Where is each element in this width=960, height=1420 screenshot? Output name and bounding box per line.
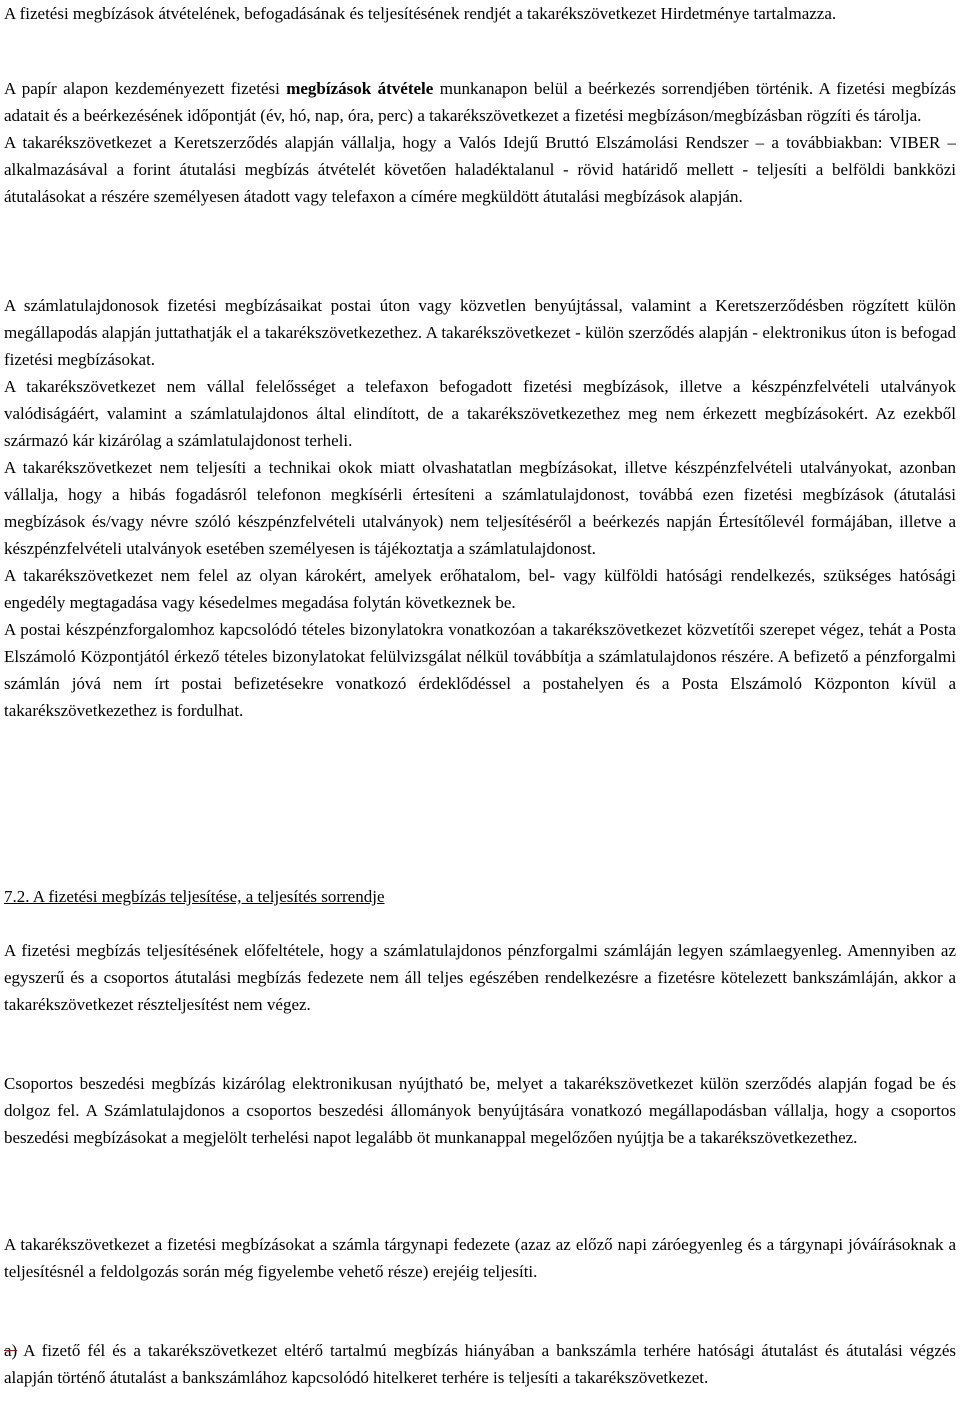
paragraph-hirdetmeny (4, 0, 956, 27)
paragraph-atvetel (4, 75, 956, 210)
paragraph-olvashatatlan: A takarékszövetkezet nem teljesíti a technikai okok miatt olvashatatlan megbízásokat, illetve készpénzfelvételi utalványokat, azonban vállalja, hogy a hibás fogadásról telefonon megkísérli értesíteni a számlatulajdonost, továbbá ezen fizetési megbízások (átutalási megbízások és/vagy névre szóló készpénzfelvételi utalványok) nem teljesítéséről a beérkezés napján Értesítőlevél formájában, illetve a készpénzfelvételi utalványok esetében személyesen is tájékoztatja a számlatulajdonost. (4, 458, 956, 558)
bold-phrase: megbízások átvétele (286, 79, 434, 98)
paragraph-elofeltetel (4, 937, 956, 1018)
paragraph-text: A fizetési megbízások átvételének, befogadásának és teljesítésének rendjét a takarékszövetkezet Hirdetménye tartalmazza. (4, 4, 837, 23)
section-heading (4, 883, 956, 910)
section-title: 7.2. A fizetési megbízás teljesítése, a teljesítés sorrendje (4, 887, 385, 906)
paragraph-hatosagi (4, 1337, 956, 1391)
text-run: A fizető fél és a takarékszövetkezet eltérő tartalmú megbízás hiányában a bankszámla terhére hatósági átutalást és átutalási végzés alapján történő átutalást a bankszámlához kapcsolódó hitelkeret terhére is teljesíti a takarékszövetkezet. (4, 1341, 956, 1387)
paragraph-karok: A takarékszövetkezet nem felel az olyan károkért, amelyek erőhatalom, bel- vagy külföldi hatósági rendelkezés, szükséges hatósági engedély megtagadása vagy késedelmes megadása folytán következnek be. (4, 566, 956, 612)
text-run: munkanapon belül a beérkezés sorrendjében történik. A fizetési megbízás adatait és a beérkezésének időpontját (év, hó, nap, óra, perc) a takarékszövetkezet a fizetési megbízáson/megbízásban rögzíti és tárolja. (4, 79, 957, 125)
paragraph-posta: A postai készpénzforgalomhoz kapcsolódó tételes bizonylatokra vonatkozóan a takarékszövetkezet közvetítői szerepet végez, tehát a Posta Elszámoló Központjától érkező tételes bizonylatokat felülvizsgálat nélkül továbbítja a számlatulajdonos részére. A befizető a pénzforgalmi számlán jóvá nem írt postai befizetésekre vonatkozó érdeklődéssel a postahelyen és a Posta Elszámoló Központon kívül a takarékszövetkezethez is fordulhat. (4, 620, 956, 720)
paragraph-viber: A takarékszövetkezet a Keretszerződés alapján vállalja, hogy a Valós Idejű Bruttó Elszámolási Rendszer – a továbbiakban: VIBER – alkalmazásával a forint átutalási megbízás átvételét követően haladéktalanul - rövid határidő mellett - teljesíti a belföldi bankközi átutalásokat a részére személyesen átadott vagy telefaxon a címére megküldött átutalási megbízások alapján. (4, 133, 956, 206)
paragraph-csoportos (4, 1070, 956, 1151)
paragraph-text: A fizetési megbízás teljesítésének előfeltétele, hogy a számlatulajdonos pénzforgalmi számláján legyen számlaegyenleg. Amennyiben az egyszerű és a csoportos átutalási megbízás fedezete nem áll teljes egészében rendelkezésre a fizetésre kötelezett bankszámláján, akkor a takarékszövetkezet részteljesítést nem végez. (4, 941, 956, 1014)
text-run: A papír alapon kezdeményezett fizetési (4, 79, 287, 98)
paragraph-telefax: A takarékszövetkezet nem vállal felelősséget a telefaxon befogadott fizetési megbízások, illetve a készpénzfelvételi utalványok valódiságáért, valamint a számlatulajdonos által elindított, de a takarékszövetkezethez meg nem érkezett megbízásokért. Az ezekből származó kár kizárólag a számlatulajdonost terheli. (4, 377, 956, 450)
paragraph-group-felelosseg (4, 292, 956, 724)
paragraph-benyujtas: A számlatulajdonosok fizetési megbízásaikat postai úton vagy közvetlen benyújtással, valamint a Keretszerződésben rögzített külön megállapodás alapján juttathatják el a takarékszövetkezethez. A takarékszövetkezet - külön szerződés alapján - elektronikus úton is befogad fizetési megbízásokat. (4, 296, 956, 369)
paragraph-text (4, 75, 956, 129)
paragraph-fedezet (4, 1231, 956, 1285)
list-marker: a) (4, 1341, 18, 1360)
paragraph-text: Csoportos beszedési megbízás kizárólag elektronikusan nyújtható be, melyet a takarékszövetkezet külön szerződés alapján fogad be és dolgoz fel. A Számlatulajdonos a csoportos beszedési állományok benyújtására vonatkozó megállapodásban vállalja, hogy a csoportos beszedési megbízásokat a megjelölt terhelési napot legalább öt munkanappal megelőzően nyújtja be a takarékszövetkezethez. (4, 1074, 956, 1147)
paragraph-text (4, 1337, 956, 1391)
paragraph-text: A takarékszövetkezet a fizetési megbízásokat a számla tárgynapi fedezete (azaz az előző napi záróegyenleg és a tárgynapi jóváírásoknak a teljesítésnél a feldolgozás során még figyelembe vehető része) erejéig teljesíti. (4, 1235, 956, 1281)
